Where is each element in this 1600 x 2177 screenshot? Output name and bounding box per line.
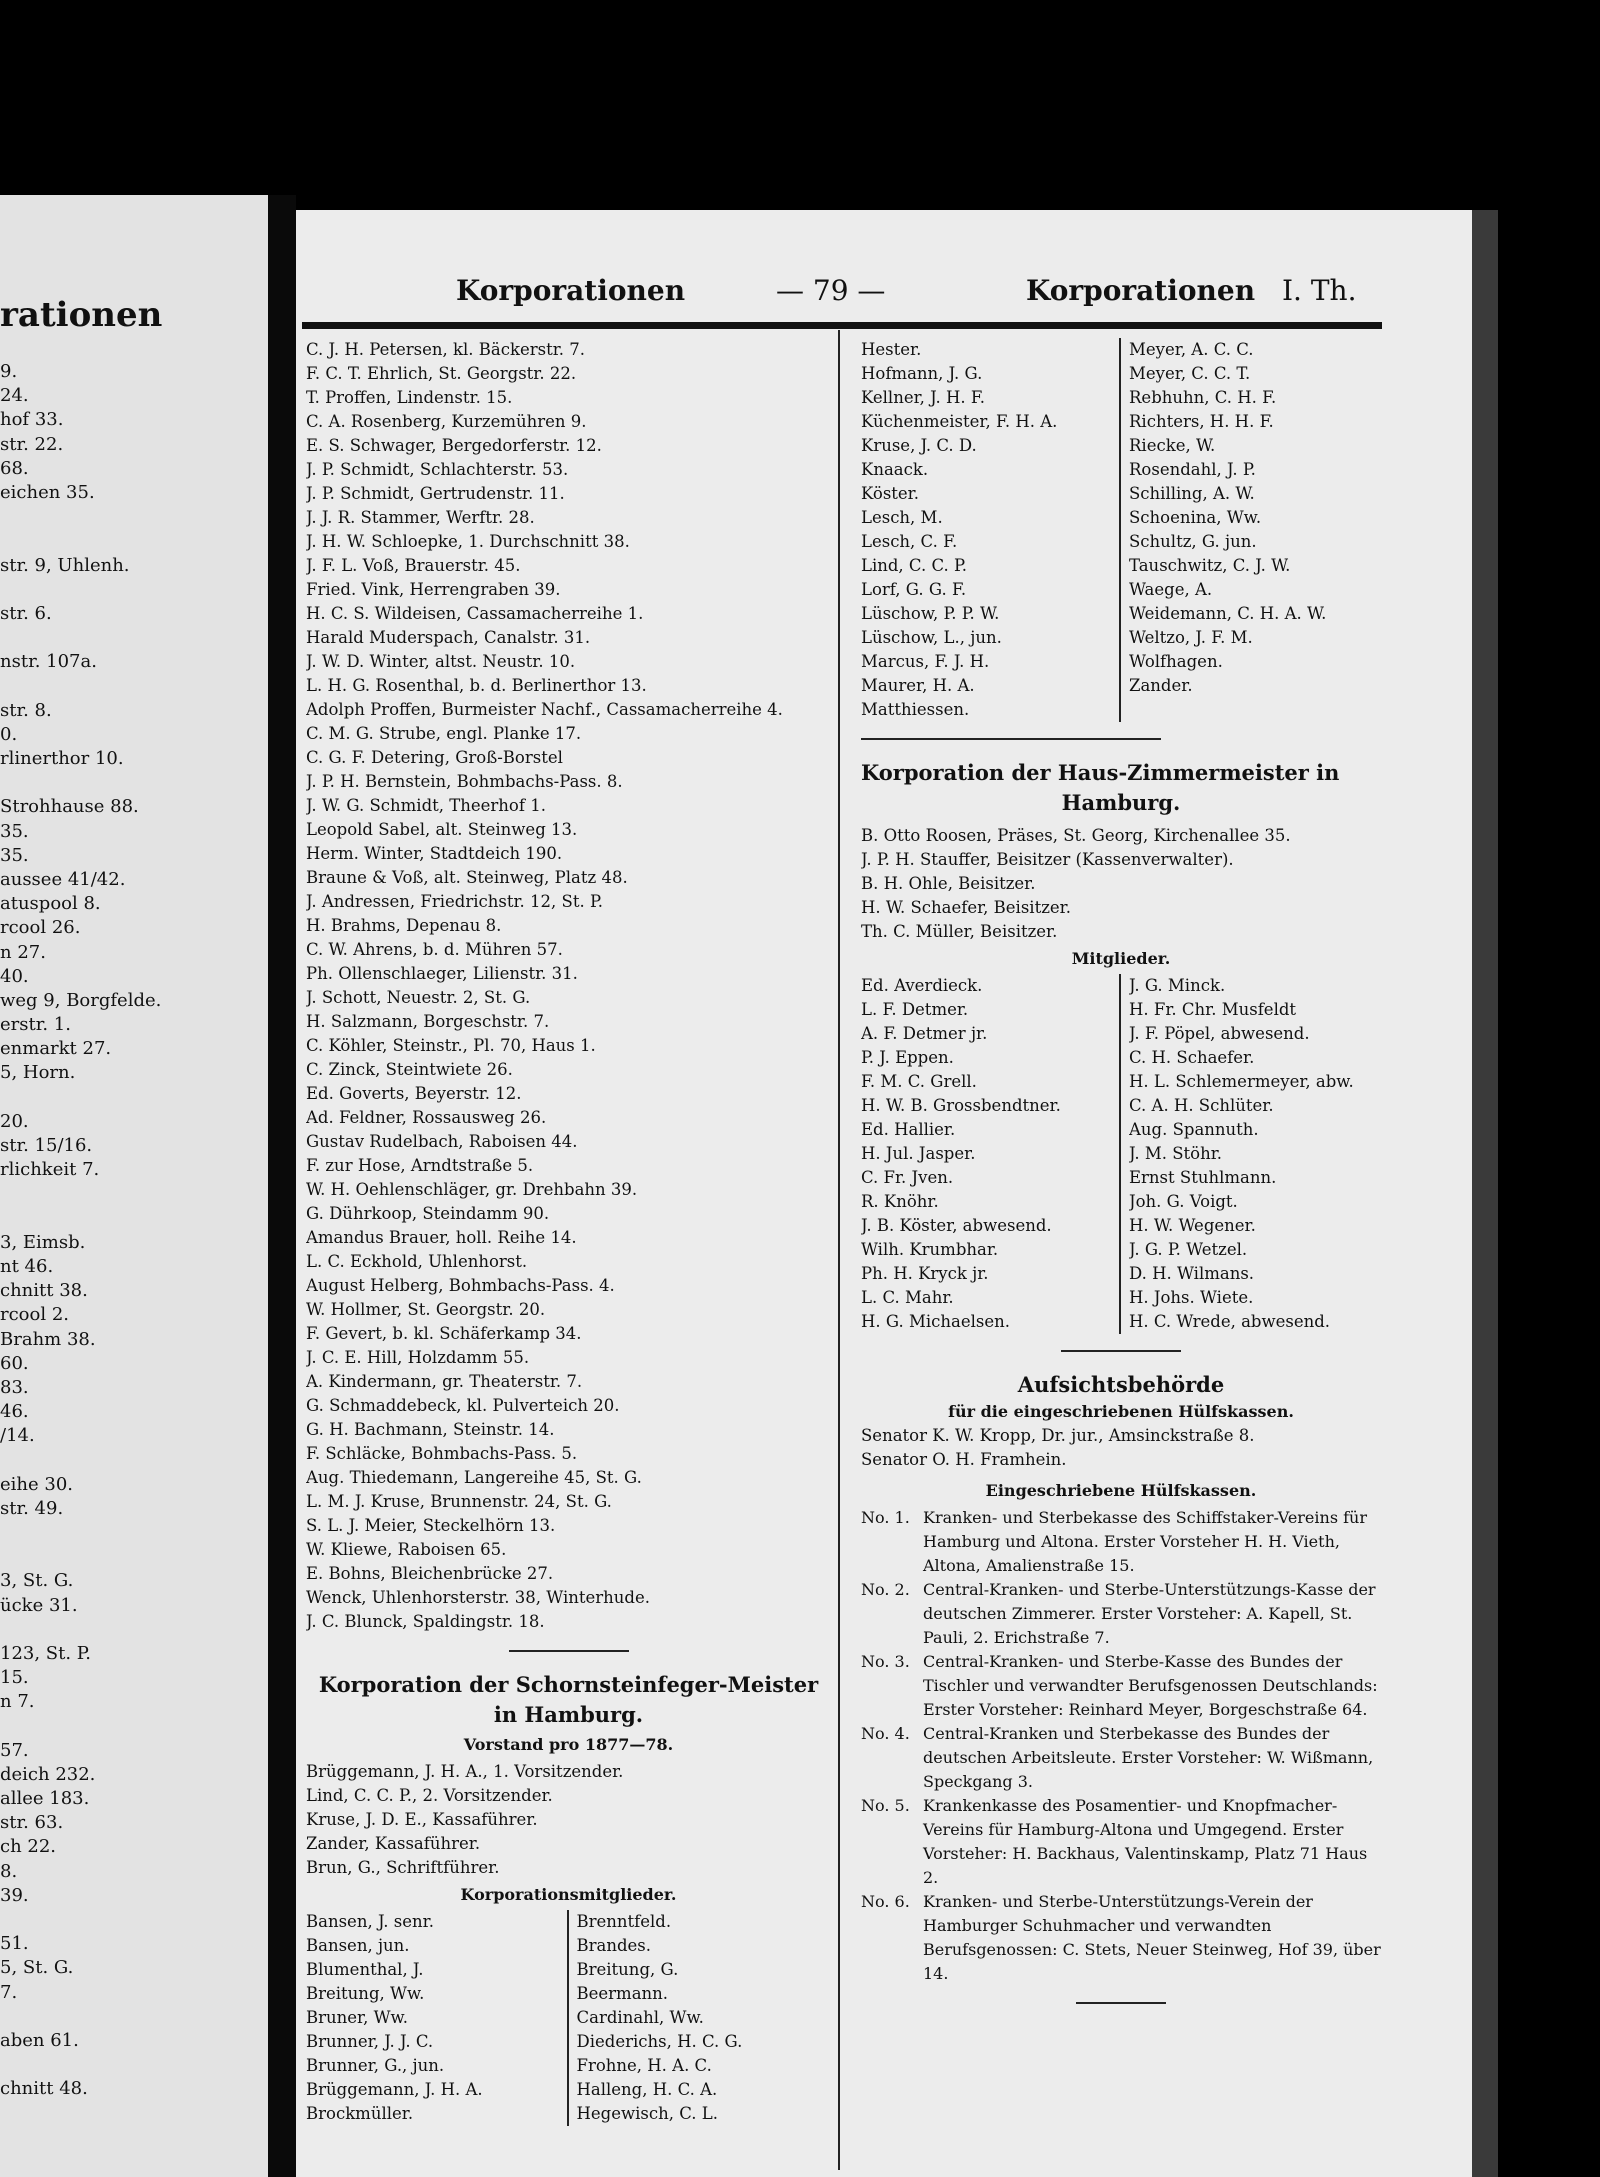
kasse-entry xyxy=(861,1578,1381,1650)
left-page-line: 57. xyxy=(0,1739,29,1761)
mitglied-entry: Hegewisch, C. L. xyxy=(576,2104,718,2123)
left-page-line: eichen 35. xyxy=(0,481,95,503)
member-entry: Aug. Thiedemann, Langereihe 45, St. G. xyxy=(306,1468,642,1487)
haus-title-line2: Hamburg. xyxy=(1061,790,1181,815)
mitglied-entry: Brockmüller. xyxy=(306,2104,414,2123)
left-page-line: 9. xyxy=(0,361,18,382)
member-entry: Ed. Goverts, Beyerstr. 12. xyxy=(306,1084,522,1103)
member-entry: Matthiessen. xyxy=(861,700,970,719)
left-page-line: 39. xyxy=(0,1884,29,1906)
vorstand-entry: Kruse, J. D. E., Kassaführer. xyxy=(306,1810,538,1829)
member-entry: C. Köhler, Steinstr., Pl. 70, Haus 1. xyxy=(306,1036,596,1055)
member-entry: J. P. Schmidt, Gertrudenstr. 11. xyxy=(306,484,565,503)
haus-mitglieder-title: Mitglieder. xyxy=(1071,949,1171,968)
member-entry: Weltzo, J. F. M. xyxy=(1129,628,1253,647)
haus-zimmermeister-section xyxy=(861,758,1381,1334)
left-page-line: ch 22. xyxy=(0,1836,57,1858)
left-page-line xyxy=(0,674,268,698)
left-page-line: 35. xyxy=(0,820,29,842)
member-entry: F. Schläcke, Bohmbachs-Pass. 5. xyxy=(306,1444,578,1463)
member-entry: C. Zinck, Steintwiete 26. xyxy=(306,1060,513,1079)
mitglied-entry: Brunner, G., jun. xyxy=(306,2056,445,2075)
member-entry: Knaack. xyxy=(861,460,929,479)
header-rule xyxy=(302,322,1382,329)
left-page-title: rationen xyxy=(0,295,163,335)
left-page-line xyxy=(0,2005,268,2029)
schornsteinfeger-section xyxy=(306,1670,831,2126)
left-page-line: enmarkt 27. xyxy=(0,1038,112,1060)
senator-entry: Senator O. H. Framhein. xyxy=(861,1450,1067,1469)
mitglied-entry: Beermann. xyxy=(576,1984,669,2003)
member-entry: J. P. Schmidt, Schlachterstr. 53. xyxy=(306,460,569,479)
kasse-description: Kranken- und Sterbekasse des Schiffstaker-Vereins für Hamburg und Altona. Erster Vorsteher H. H. Vieth, Altona, Amalienstraße 15. xyxy=(923,1508,1367,1575)
vorstand-title: Vorstand pro 1877—78. xyxy=(463,1735,674,1754)
member-entry: F. Gevert, b. kl. Schäferkamp 34. xyxy=(306,1324,582,1343)
left-page-line: allee 183. xyxy=(0,1788,90,1810)
haus-vorstand-list xyxy=(861,824,1381,944)
page-edge-shadow xyxy=(1472,210,1498,2177)
mitglied-entry: J. F. Pöpel, abwesend. xyxy=(1129,1024,1310,1043)
mitglied-entry: H. L. Schlemermeyer, abw. xyxy=(1129,1072,1354,1091)
mitglied-entry: Brunner, J. J. C. xyxy=(306,2032,434,2051)
left-page-line: n 27. xyxy=(0,941,46,963)
member-entry: Adolph Proffen, Burmeister Nachf., Cassamacherreihe 4. xyxy=(306,700,783,719)
mitglied-entry: Diederichs, H. C. G. xyxy=(576,2032,743,2051)
mitglied-entry: J. G. P. Wetzel. xyxy=(1129,1240,1248,1259)
left-page-line: rcool 26. xyxy=(0,917,81,939)
member-entry: T. Proffen, Lindenstr. 15. xyxy=(306,388,513,407)
mitglied-entry: H. C. Wrede, abwesend. xyxy=(1129,1312,1331,1331)
left-page-line: Brahm 38. xyxy=(0,1328,96,1350)
mitglied-entry: L. F. Detmer. xyxy=(861,1000,969,1019)
haus-title-line1: Korporation der Haus-Zimmermeister in xyxy=(861,760,1340,785)
haus-mitglieder-right xyxy=(1121,974,1381,1334)
mitglied-entry: P. J. Eppen. xyxy=(861,1048,954,1067)
left-page-line: rcool 2. xyxy=(0,1304,70,1326)
mitglied-entry: R. Knöhr. xyxy=(861,1192,939,1211)
column-left xyxy=(306,338,831,2126)
left-page-line: 20. xyxy=(0,1110,29,1132)
left-page-line: nstr. 107a. xyxy=(0,651,97,673)
member-entry: F. zur Hose, Arndtstraße 5. xyxy=(306,1156,534,1175)
left-page-line: 123, St. P. xyxy=(0,1642,91,1664)
korporationsmitglieder-title: Korporationsmitglieder. xyxy=(460,1885,677,1904)
left-page-line xyxy=(0,1521,268,1545)
kasse-number: No. 6. xyxy=(861,1892,910,1911)
left-page-line: 24. xyxy=(0,385,29,407)
left-page-line: weg 9, Borgfelde. xyxy=(0,989,162,1011)
member-entry: W. H. Oehlenschläger, gr. Drehbahn 39. xyxy=(306,1180,638,1199)
left-page-line xyxy=(0,1618,268,1642)
mitglied-entry: H. Johs. Wiete. xyxy=(1129,1288,1254,1307)
mitglied-entry: Brenntfeld. xyxy=(576,1912,672,1931)
left-page-line: erstr. 1. xyxy=(0,1014,71,1036)
member-entry: Schultz, G. jun. xyxy=(1129,532,1257,551)
mitglied-entry: Halleng, H. C. A. xyxy=(576,2080,718,2099)
left-page-line: nt 46. xyxy=(0,1255,54,1277)
mitglied-entry: Joh. G. Voigt. xyxy=(1129,1192,1238,1211)
member-entry: Herm. Winter, Stadtdeich 190. xyxy=(306,844,563,863)
left-page-line: eihe 30. xyxy=(0,1473,74,1495)
member-entry: Kellner, J. H. F. xyxy=(861,388,985,407)
member-entry: J. Andressen, Friedrichstr. 12, St. P. xyxy=(306,892,603,911)
mitglied-entry: Ed. Hallier. xyxy=(861,1120,956,1139)
mitglied-entry: Ernst Stuhlmann. xyxy=(1129,1168,1277,1187)
kasse-description: Krankenkasse des Posamentier- und Knopfmacher-Vereins für Hamburg-Altona und Umgegend. Erster Vorsteher: H. Backhaus, Valentinskamp, Platz 71 Haus 2. xyxy=(923,1796,1368,1887)
member-entry: C. J. H. Petersen, kl. Bäckerstr. 7. xyxy=(306,340,586,359)
section-divider xyxy=(1061,1350,1181,1352)
member-entry: Lorf, G. G. F. xyxy=(861,580,967,599)
member-entry: W. Hollmer, St. Georgstr. 20. xyxy=(306,1300,546,1319)
member-entry: J. J. R. Stammer, Werftr. 28. xyxy=(306,508,535,527)
left-page-line: 0. xyxy=(0,723,18,745)
left-page-fragment xyxy=(0,195,268,2177)
left-page-line: 8. xyxy=(0,1860,18,1882)
mitglied-entry: Aug. Spannuth. xyxy=(1129,1120,1259,1139)
senator-list xyxy=(861,1424,1381,1472)
member-entry: L. C. Eckhold, Uhlenhorst. xyxy=(306,1252,528,1271)
member-address-list xyxy=(306,338,831,1634)
mitglied-entry: Cardinahl, Ww. xyxy=(576,2008,704,2027)
member-entry: E. S. Schwager, Bergedorferstr. 12. xyxy=(306,436,602,455)
left-page-line xyxy=(0,1182,268,1206)
kasse-number: No. 5. xyxy=(861,1796,910,1815)
left-page-line xyxy=(0,1448,268,1472)
schornstein-title-line2: in Hamburg. xyxy=(493,1702,644,1727)
member-entry: Braune & Voß, alt. Steinweg, Platz 48. xyxy=(306,868,628,887)
member-entry: Gustav Rudelbach, Raboisen 44. xyxy=(306,1132,578,1151)
member-entry: Ph. Ollenschlaeger, Lilienstr. 31. xyxy=(306,964,578,983)
left-page-line: 3, Eimsb. xyxy=(0,1231,86,1253)
member-entry: E. Bohns, Bleichenbrücke 27. xyxy=(306,1564,554,1583)
member-entry: C. W. Ahrens, b. d. Mühren 57. xyxy=(306,940,563,959)
column-divider xyxy=(838,330,840,2170)
member-entry: J. H. W. Schloepke, 1. Durchschnitt 38. xyxy=(306,532,630,551)
continued-member-list xyxy=(861,338,1381,722)
end-rule xyxy=(1076,2002,1166,2004)
mitglied-entry: J. B. Köster, abwesend. xyxy=(861,1216,1052,1235)
member-entry: F. C. T. Ehrlich, St. Georgstr. 22. xyxy=(306,364,577,383)
vorstand-list xyxy=(306,1760,831,1880)
kasse-entry xyxy=(861,1890,1381,1986)
haus-vorstand-entry: H. W. Schaefer, Beisitzer. xyxy=(861,898,1071,917)
member-entry: J. F. L. Voß, Brauerstr. 45. xyxy=(306,556,521,575)
mitglied-entry: H. Jul. Jasper. xyxy=(861,1144,976,1163)
left-page-line: str. 8. xyxy=(0,699,52,721)
main-page xyxy=(296,210,1498,2177)
member-entry: Fried. Vink, Herrengraben 39. xyxy=(306,580,561,599)
mitglied-entry: C. Fr. Jven. xyxy=(861,1168,954,1187)
book-gutter xyxy=(268,195,296,2177)
member-entry: L. H. G. Rosenthal, b. d. Berlinerthor 13. xyxy=(306,676,647,695)
mitglied-entry: Bruner, Ww. xyxy=(306,2008,408,2027)
kasse-entry xyxy=(861,1506,1381,1578)
header-section: I. Th. xyxy=(1282,274,1357,307)
haus-vorstand-entry: B. H. Ohle, Beisitzer. xyxy=(861,874,1036,893)
mitglied-entry: Ph. H. Kryck jr. xyxy=(861,1264,989,1283)
member-entry: J. W. D. Winter, altst. Neustr. 10. xyxy=(306,652,576,671)
mitglied-entry: Breitung, Ww. xyxy=(306,1984,425,2003)
kasse-entry xyxy=(861,1794,1381,1890)
left-page-line: n 7. xyxy=(0,1691,35,1713)
mitglied-entry: J. M. Stöhr. xyxy=(1129,1144,1223,1163)
section-divider xyxy=(509,1650,629,1652)
left-page-line xyxy=(0,1545,268,1569)
member-entry: Hester. xyxy=(861,340,922,359)
vorstand-entry: Lind, C. C. P., 2. Vorsitzender. xyxy=(306,1786,553,1805)
header-right-title: Korporationen xyxy=(1026,274,1256,307)
mitglied-entry: Wilh. Krumbhar. xyxy=(861,1240,999,1259)
member-entry: S. L. J. Meier, Steckelhörn 13. xyxy=(306,1516,556,1535)
left-page-line: aussee 41/42. xyxy=(0,868,126,890)
mitglied-entry: J. G. Minck. xyxy=(1129,976,1226,995)
kassen-title: Eingeschriebene Hülfskassen. xyxy=(985,1481,1257,1500)
member-entry: G. Schmaddebeck, kl. Pulverteich 20. xyxy=(306,1396,620,1415)
continued-right-column xyxy=(1121,338,1381,722)
mitglieder-right-column xyxy=(569,1910,832,2126)
member-entry: Kruse, J. C. D. xyxy=(861,436,977,455)
mitglied-entry: A. F. Detmer jr. xyxy=(861,1024,988,1043)
vorstand-entry: Brun, G., Schriftführer. xyxy=(306,1858,500,1877)
member-entry: W. Kliewe, Raboisen 65. xyxy=(306,1540,507,1559)
mitglied-entry: Ed. Averdieck. xyxy=(861,976,983,995)
member-entry: Köster. xyxy=(861,484,919,503)
member-entry: L. M. J. Kruse, Brunnenstr. 24, St. G. xyxy=(306,1492,612,1511)
kasse-number: No. 4. xyxy=(861,1724,910,1743)
mitglied-entry: Bansen, J. senr. xyxy=(306,1912,434,1931)
member-entry: J. P. H. Bernstein, Bohmbachs-Pass. 8. xyxy=(306,772,623,791)
vorstand-entry: Zander, Kassaführer. xyxy=(306,1834,481,1853)
aufsicht-subtitle: für die eingeschriebenen Hülfskassen. xyxy=(948,1402,1294,1421)
left-page-line: 5, St. G. xyxy=(0,1957,74,1979)
kasse-entry xyxy=(861,1722,1381,1794)
left-page-line: 83. xyxy=(0,1376,29,1398)
left-page-line: str. 9, Uhlenh. xyxy=(0,554,130,576)
left-page-line: 46. xyxy=(0,1401,29,1423)
member-entry: Hofmann, J. G. xyxy=(861,364,983,383)
member-entry: Harald Muderspach, Canalstr. 31. xyxy=(306,628,591,647)
header-left-title: Korporationen xyxy=(456,274,686,307)
left-page-line xyxy=(0,1715,268,1739)
kassen-list xyxy=(861,1506,1381,1986)
kasse-description: Central-Kranken- und Sterbe-Unterstützungs-Kasse der deutschen Zimmerer. Erster Vorsteher: A. Kapell, St. Pauli, 2. Erichstraße 7. xyxy=(923,1580,1376,1647)
member-entry: Meyer, A. C. C. xyxy=(1129,340,1254,359)
left-page-line: 5, Horn. xyxy=(0,1062,76,1084)
continued-left-column xyxy=(861,338,1121,722)
member-entry: Tauschwitz, C. J. W. xyxy=(1129,556,1291,575)
member-entry: G. H. Bachmann, Steinstr. 14. xyxy=(306,1420,555,1439)
left-page-line xyxy=(0,2053,268,2077)
left-page-line: deich 232. xyxy=(0,1763,96,1785)
left-page-line: 51. xyxy=(0,1933,29,1955)
member-entry: G. Dührkoop, Steindamm 90. xyxy=(306,1204,550,1223)
left-page-line xyxy=(0,1086,268,1110)
left-page-line: chnitt 38. xyxy=(0,1280,88,1302)
mitglied-entry: Brandes. xyxy=(576,1936,652,1955)
member-entry: August Helberg, Bohmbachs-Pass. 4. xyxy=(306,1276,615,1295)
left-page-line xyxy=(0,771,268,795)
mitglied-entry: Frohne, H. A. C. xyxy=(576,2056,712,2075)
member-entry: J. C. E. Hill, Holzdamm 55. xyxy=(306,1348,530,1367)
left-page-line: str. 63. xyxy=(0,1812,64,1834)
left-page-line: /14. xyxy=(0,1425,35,1447)
left-page-line: 15. xyxy=(0,1667,29,1689)
member-entry: Ad. Feldner, Rossausweg 26. xyxy=(306,1108,547,1127)
left-page-lines xyxy=(0,360,268,2102)
mitglied-entry: F. M. C. Grell. xyxy=(861,1072,977,1091)
page-number: — 79 — xyxy=(776,274,886,307)
schornstein-title-line1: Korporation der Schornsteinfeger-Meister xyxy=(318,1672,819,1697)
left-page-line xyxy=(0,578,268,602)
left-page-line: 40. xyxy=(0,965,29,987)
left-page-line: 68. xyxy=(0,457,29,479)
left-page-line xyxy=(0,505,268,529)
kasse-number: No. 3. xyxy=(861,1652,910,1671)
haus-mitglieder-list xyxy=(861,974,1381,1334)
mitglied-entry: L. C. Mahr. xyxy=(861,1288,954,1307)
left-page-line: ücke 31. xyxy=(0,1594,78,1616)
left-page-line: atuspool 8. xyxy=(0,893,101,915)
left-page-line: str. 22. xyxy=(0,433,64,455)
member-entry: Lesch, M. xyxy=(861,508,943,527)
member-entry: H. Brahms, Depenau 8. xyxy=(306,916,502,935)
member-entry: J. Schott, Neuestr. 2, St. G. xyxy=(306,988,531,1007)
mitglied-entry: Brüggemann, J. H. A. xyxy=(306,2080,483,2099)
member-entry: Richters, H. H. F. xyxy=(1129,412,1274,431)
left-page-line xyxy=(0,1207,268,1231)
member-entry: Marcus, F. J. H. xyxy=(861,652,990,671)
haus-vorstand-entry: Th. C. Müller, Beisitzer. xyxy=(861,922,1058,941)
mitglied-entry: H. G. Michaelsen. xyxy=(861,1312,1010,1331)
member-entry: H. Salzmann, Borgeschstr. 7. xyxy=(306,1012,550,1031)
mitglied-entry: C. A. H. Schlüter. xyxy=(1129,1096,1274,1115)
mitglied-entry: Breitung, G. xyxy=(576,1960,679,1979)
left-page-line: Strohhause 88. xyxy=(0,796,139,818)
mitglied-entry: Blumenthal, J. xyxy=(306,1960,424,1979)
haus-vorstand-entry: B. Otto Roosen, Präses, St. Georg, Kirchenallee 35. xyxy=(861,826,1291,845)
mitglied-entry: H. W. Wegener. xyxy=(1129,1216,1256,1235)
mitglied-entry: D. H. Wilmans. xyxy=(1129,1264,1255,1283)
kasse-number: No. 2. xyxy=(861,1580,910,1599)
member-entry: Rebhuhn, C. H. F. xyxy=(1129,388,1277,407)
kasse-entry xyxy=(861,1650,1381,1722)
member-entry: Lesch, C. F. xyxy=(861,532,958,551)
member-entry: Schilling, A. W. xyxy=(1129,484,1255,503)
member-entry: Maurer, H. A. xyxy=(861,676,975,695)
mitglied-entry: Bansen, jun. xyxy=(306,1936,410,1955)
column-right xyxy=(861,338,1381,2022)
member-entry: Leopold Sabel, alt. Steinweg 13. xyxy=(306,820,578,839)
member-entry: Waege, A. xyxy=(1129,580,1213,599)
member-entry: Meyer, C. C. T. xyxy=(1129,364,1251,383)
left-page-line xyxy=(0,1908,268,1932)
left-page-line xyxy=(0,626,268,650)
page-header xyxy=(296,274,1391,314)
vorstand-entry: Brüggemann, J. H. A., 1. Vorsitzender. xyxy=(306,1762,624,1781)
member-entry: H. C. S. Wildeisen, Cassamacherreihe 1. xyxy=(306,604,644,623)
member-entry: Weidemann, C. H. A. W. xyxy=(1129,604,1327,623)
member-entry: Wenck, Uhlenhorsterstr. 38, Winterhude. xyxy=(306,1588,650,1607)
left-page-line: hof 33. xyxy=(0,409,64,431)
member-entry: A. Kindermann, gr. Theaterstr. 7. xyxy=(306,1372,583,1391)
member-entry: Lüschow, P. P. W. xyxy=(861,604,1000,623)
left-page-line: str. 49. xyxy=(0,1497,64,1519)
member-entry: C. A. Rosenberg, Kurzemühren 9. xyxy=(306,412,587,431)
member-entry: Wolfhagen. xyxy=(1129,652,1223,671)
left-page-line: str. 15/16. xyxy=(0,1135,93,1156)
kasse-description: Kranken- und Sterbe-Unterstützungs-Verein der Hamburger Schuhmacher und verwandten Berufsgenossen: C. Stets, Neuer Steinweg, Hof 39, über 14. xyxy=(923,1892,1381,1983)
member-entry: Amandus Brauer, holl. Reihe 14. xyxy=(306,1228,577,1247)
left-page-line: str. 6. xyxy=(0,602,52,624)
left-page-line: 3, St. G. xyxy=(0,1570,74,1592)
aufsicht-title: Aufsichtsbehörde xyxy=(1017,1372,1225,1397)
aufsichtsbehoerde-section xyxy=(861,1370,1381,2004)
left-page-line: aben 61. xyxy=(0,2029,79,2051)
member-entry: J. W. G. Schmidt, Theerhof 1. xyxy=(306,796,546,815)
left-page-line: 60. xyxy=(0,1352,29,1374)
member-entry: J. C. Blunck, Spaldingstr. 18. xyxy=(306,1612,545,1631)
section-divider xyxy=(861,738,1161,740)
member-entry: Lind, C. C. P. xyxy=(861,556,967,575)
korporationsmitglieder-list xyxy=(306,1910,831,2126)
kasse-number: No. 1. xyxy=(861,1508,910,1527)
mitglied-entry: H. W. B. Grossbendtner. xyxy=(861,1096,1061,1115)
member-entry: Küchenmeister, F. H. A. xyxy=(861,412,1058,431)
member-entry: Lüschow, L., jun. xyxy=(861,628,1002,647)
mitglied-entry: H. Fr. Chr. Musfeldt xyxy=(1129,1000,1297,1019)
haus-vorstand-entry: J. P. H. Stauffer, Beisitzer (Kassenverwalter). xyxy=(861,850,1234,869)
member-entry: Riecke, W. xyxy=(1129,436,1216,455)
left-page-line: rlichkeit 7. xyxy=(0,1159,100,1181)
left-page-line: rlinerthor 10. xyxy=(0,748,124,769)
left-page-line: 35. xyxy=(0,844,29,866)
member-entry: Zander. xyxy=(1129,676,1193,695)
left-page-line xyxy=(0,529,268,553)
senator-entry: Senator K. W. Kropp, Dr. jur., Amsinckstraße 8. xyxy=(861,1426,1255,1445)
kasse-description: Central-Kranken und Sterbekasse des Bundes der deutschen Arbeitsleute. Erster Vorsteher: W. Wißmann, Speckgang 3. xyxy=(923,1724,1374,1791)
member-entry: Schoenina, Ww. xyxy=(1129,508,1262,527)
member-entry: C. M. G. Strube, engl. Planke 17. xyxy=(306,724,582,743)
kasse-description: Central-Kranken- und Sterbe-Kasse des Bundes der Tischler und verwandter Berufsgenossen Deutschlands: Erster Vorsteher: Reinhard Meyer, Borgeschstraße 64. xyxy=(923,1652,1378,1719)
member-entry: C. G. F. Detering, Groß-Borstel xyxy=(306,748,563,767)
mitglied-entry: C. H. Schaefer. xyxy=(1129,1048,1255,1067)
left-page-line: 7. xyxy=(0,1981,18,2003)
left-page-line: chnitt 48. xyxy=(0,2078,88,2100)
haus-mitglieder-left xyxy=(861,974,1121,1334)
mitglieder-left-column xyxy=(306,1910,569,2126)
member-entry: Rosendahl, J. P. xyxy=(1129,460,1256,479)
